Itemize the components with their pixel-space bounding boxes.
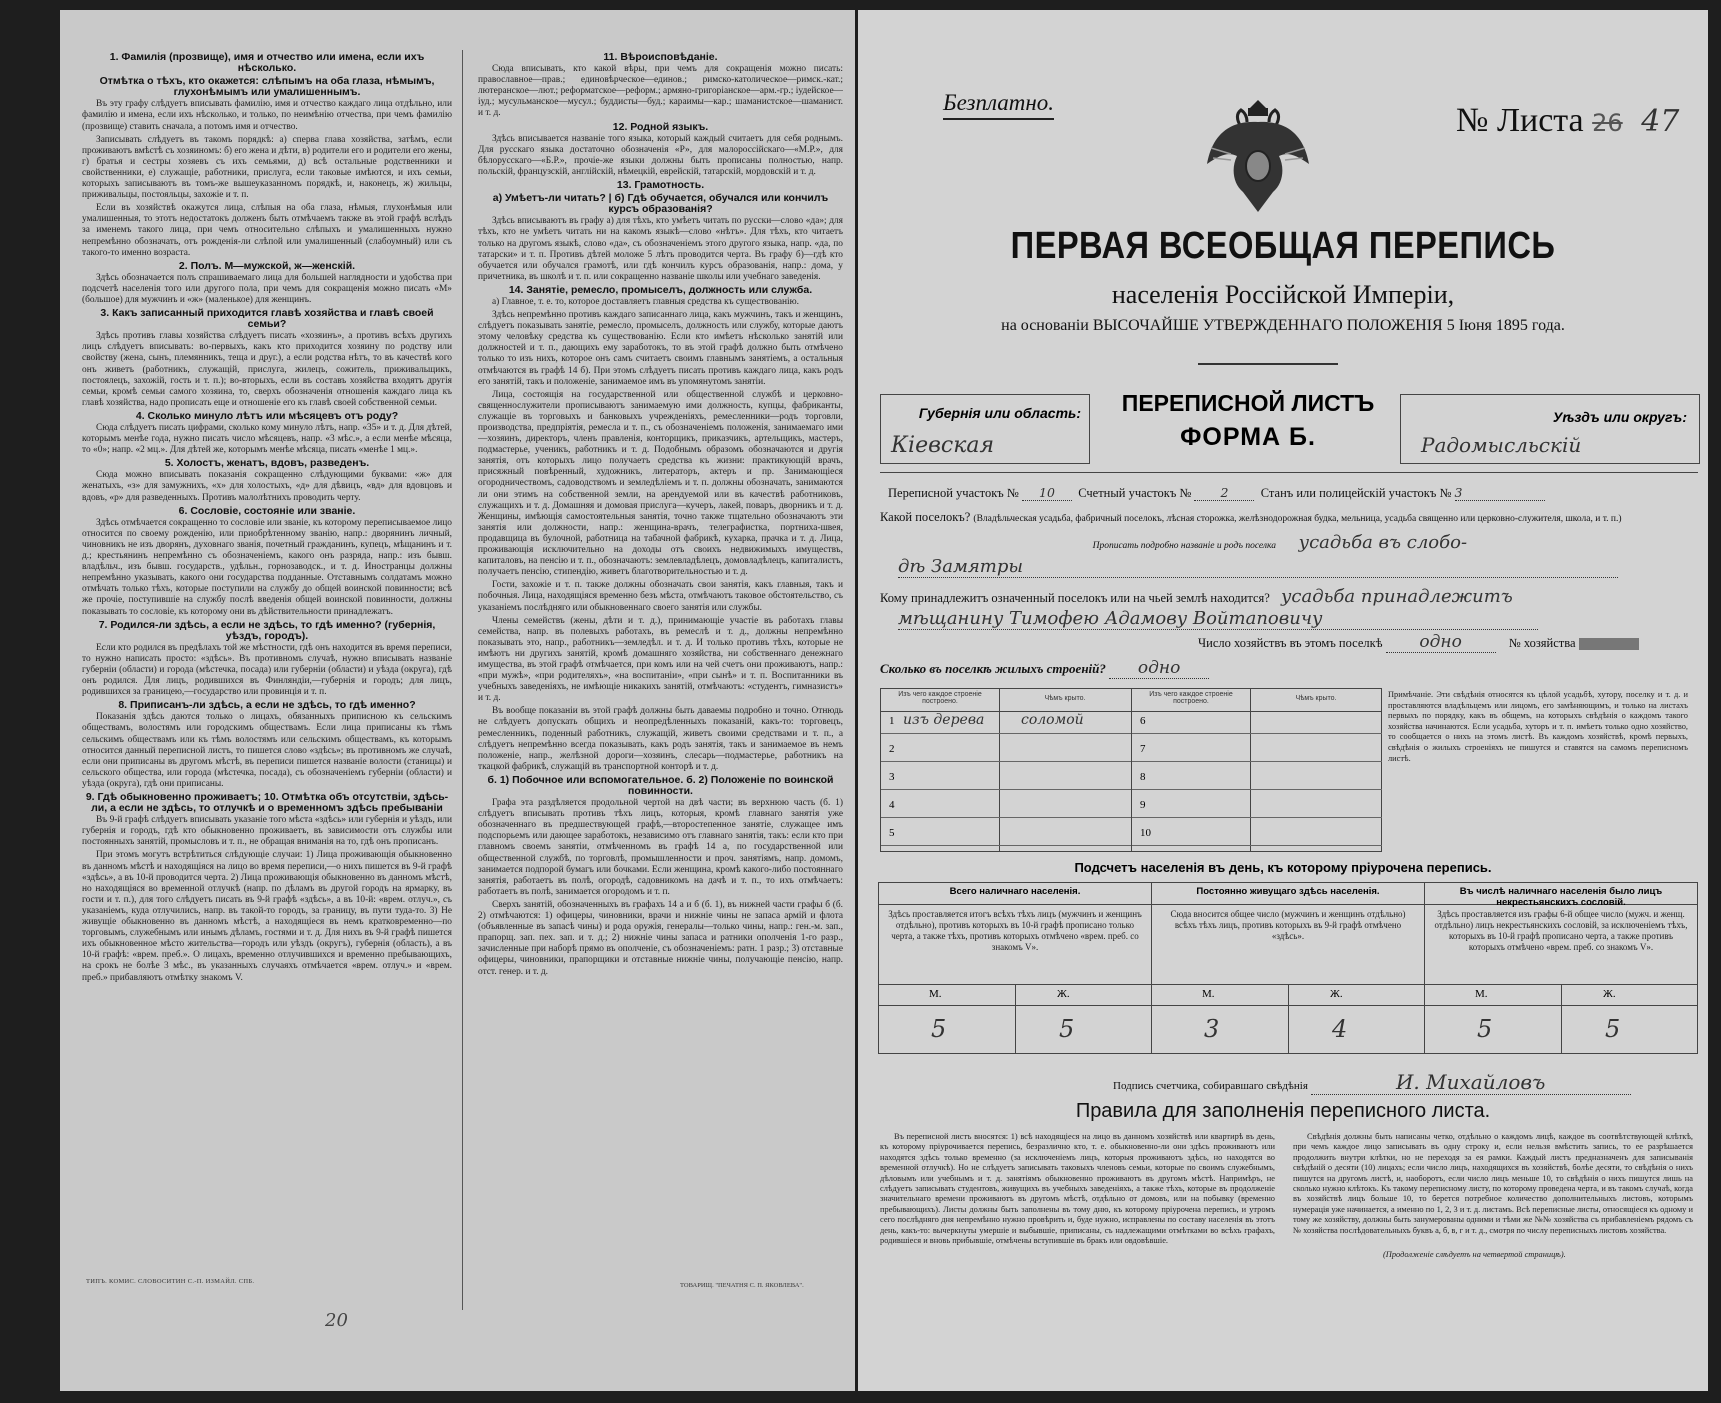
settlement-value-2: дѣ Замятры — [898, 556, 1618, 578]
building-row — [881, 795, 1131, 818]
buildings-table-right — [1131, 689, 1382, 851]
form-title-block — [1088, 382, 1408, 452]
owner-value-1: усадьба принадлежитъ — [1280, 586, 1513, 607]
instruction-paragraph: Если въ хозяйствѣ окажутся лица, слѣпыя на оба глаза, нѣмыя, глухонѣмыя или умалишенныя, то этотъ недостатокъ долженъ быть отмѣчаемъ также въ этой графѣ вслѣдъ за именемъ такого лица, при чемъ относительно слѣпыхъ и умалишенныхъ нужно непремѣнно обозначать, отъ рожденія-ли слѣпой или умалишенный (слабоумный) или съ такого-то именно возраста. — [82, 203, 452, 258]
owner-value-line — [898, 608, 1538, 630]
instruction-paragraph: При этомъ могутъ встрѣтиться слѣдующіе случаи: 1) Лица проживающія обыкновенно въ данномъ мѣстѣ и находящіяся на лицо во время переписи,—о нихъ пишется въ 9-й графѣ «здѣсь», а въ 10-й проводится черта. 2) Лица проживающія обыкновенно въ данномъ мѣстѣ, но находящіяся во временной отлучкѣ (напр. по дѣламъ въ другой городъ на ярмарку, въ гости и т. п.), для того слѣдуетъ писать въ 9-й графѣ «здѣсь», а въ 10-й: «врем. отлуч.», съ указаніемъ, куда отлучились, напр. въ такой-то городъ, за границу, въ пути туда-то. 3) Не живущіе обыкновенно въ данномъ мѣстѣ, а находящіеся въ немъ кратковременно—по торговымъ, служебнымъ или инымъ дѣламъ, гостями и т. д. Для нихъ въ 9-й графѣ пишется ихъ обыкновенное мѣсто жительства—городъ или уѣздъ (округъ), губернія (область), а въ 10-й графѣ: «врем. преб.». О лицахъ, временно отлучившихся и временно пребывающихъ, на срокъ не болѣе 3 мѣс., въ указанныхъ случаяхъ отмѣчается «врем. отлуч.» и «врем. преб.» прибавляютъ отмѣтку знакомъ V. — [82, 850, 452, 983]
province-value: Кіевская — [891, 433, 995, 458]
instruction-heading: 1. Фамилія (прозвище), имя и отчество или имена, если ихъ нѣсколько. — [109, 51, 425, 75]
census-section-value: 10 — [1022, 485, 1072, 501]
households-line — [1198, 632, 1639, 653]
settlement-line-2 — [880, 532, 1467, 553]
population-column-header: Постоянно живущаго здѣсь населенія. — [1152, 883, 1424, 905]
population-column — [1424, 883, 1697, 1053]
male-label: М. — [1202, 988, 1215, 1000]
buildings-table-header-2 — [1132, 689, 1382, 712]
printer-imprint-right: ТОВАРИЩ. "ПЕЧАТНЯ С. П. ЯКОВЛЕВА". — [680, 1282, 804, 1289]
female-count: 5 — [1059, 1015, 1075, 1043]
rules-left-text: Въ переписной листъ вносятся: 1) всѣ находящіеся на лицо въ данномъ хозяйствѣ или квартирѣ въ день, къ которому пріурочивается перепись, безразлично кто, т. е. обыкновенно-ли они здѣсь проживаютъ или находятся здѣсь только временно (за исключеніемъ лицъ, которыя проживаютъ здѣсь, но находятся во временной отлучкѣ). Но не слѣдуетъ записывать таковыхъ членовъ семьи, которые по своимъ служебнымъ, дѣловымъ или учебнымъ и т. д. занятіямъ обыкновенно проживаютъ въ другомъ мѣстѣ. Напримѣръ, не слѣдуетъ записывать студентовъ, живущихъ въ учебныхъ заведеніяхъ, а также тѣхъ, которые въ продолженіе значительнаго времени проживаютъ въ другомъ мѣстѣ, отдѣльно от домовъ, или на побывку (временно пребывающихъ). Листы должны быть заполнены въ тому дню, къ которому пріурочена перепись, и утромъ сего послѣдняго дня непремѣнно нужно провѣрить и, буде нужно, исправлены по составу населенія въ этотъ день, какъ-то: вычеркнуты умершіе и выбывшіе, приписаны, съ надлежащими отмѣтками во всѣхъ графахъ, родившіеся и вновь прибывшіе, отмѣчены вступившіе въ бракъ или овдовѣвшіе. — [880, 1132, 1275, 1246]
instruction-paragraph: Въ эту графу слѣдуетъ вписывать фамилію, имя и отчество каждаго лица отдѣльно, или фамилію и имена, если ихъ нѣсколько, и только, по неимѣнію отчества, при чемъ фамилію (прозвище) ставить сначала, а потомъ имя и отчество. — [82, 99, 452, 132]
instruction-heading: 2. Полъ. М—мужской, ж—женскій. — [178, 259, 356, 272]
census-basis: на основаніи ВЫСОЧАЙШЕ УТВЕРЖДЕННАГО ПОЛОЖЕНІЯ 5 Іюня 1895 года. — [1001, 317, 1565, 334]
instruction-heading: 6. Сословіе, состояніе или званіе. — [178, 504, 356, 517]
building-row — [1132, 739, 1382, 762]
rules-continuation: (Продолженіе слѣдуетъ на четвертой страницѣ). — [1383, 1250, 1566, 1260]
household-number-label: № хозяйства — [1508, 636, 1576, 650]
sheet-number-label: № Листа — [1456, 102, 1584, 139]
instruction-heading: 11. Вѣроисповѣданіе. — [603, 51, 718, 63]
enumerator-signature-line — [1113, 1070, 1631, 1095]
instruction-heading: 9. Гдѣ обыкновенно проживаетъ; 10. Отмѣтка объ отсутствіи, здѣсь-ли, а если не здѣсь, то отлучкѣ и о временномъ здѣсь пребываніи — [85, 791, 449, 815]
district-box — [1400, 394, 1700, 464]
buildings-material-header-2: Изъ чего каждое строеніе построено. — [1149, 691, 1233, 705]
instruction-paragraph: Въ 9-й графѣ слѣдуетъ вписывать указаніе того мѣста «здѣсь» или губернія и уѣздъ, или губернія и городъ, гдѣ кто обыкновенно проживаетъ, въ зависимости отъ службы или постоянныхъ занятій, промысловъ и т. п., не обращая вниманія на то, гдѣ онъ прописанъ. — [82, 815, 452, 848]
population-column — [1151, 883, 1424, 1053]
instruction-heading: 14. Занятіе, ремесло, промыселъ, должность или служба. — [508, 283, 813, 296]
free-label: Безплатно. — [943, 90, 1054, 120]
building-row — [1132, 767, 1382, 790]
instruction-paragraph: Въ вообще показаніи въ этой графѣ должны быть даваемы подробно и точно. Отнюдь не слѣдуетъ допускать общихъ и неопредѣленныхъ показаній, какъ-то: торговецъ, ремесленникъ, поденный работникъ, служащій, живетъ своими средствами и т. п., а слѣдуетъ непремѣнно всегда показывать, какъ родъ занятія, такъ и занимаемое въ немъ положеніе, напр., желѣзной дороги—хозяинъ, слесарь—подмастерье, работникъ на ткацкой фабрикѣ, служащій въ транспортной конторѣ и т. д. — [478, 706, 843, 772]
building-row — [1132, 823, 1382, 846]
population-column-description: Здѣсь проставляется изъ графы 6-й общее число (мужч. и женщ. отдѣльно) лицъ некрестьянскихъ сословій, за исключеніемъ тѣхъ, которыхъ въ 10-й графѣ прописано черта, а также противъ которыхъ отмѣчено «врем. преб. со знакомъ V». — [1425, 905, 1697, 985]
form-subtitle: ФОРМА Б. — [1180, 423, 1316, 451]
rules-right-body: Свѣдѣнія должны быть написаны четко, отдѣльно о каждомъ лицѣ, каждое въ соотвѣтствующей клѣткѣ, при чемъ каждое лицо записывать въ одну строку и, если нельзя вмѣстить запись, то ее разрѣшается продолжить внутри клѣтки, но не переходя за ея рамки. Каждый листъ предназначенъ для записыванія свѣдѣній о десяти (10) лицахъ; если число лицъ, находящихся въ хозяйствѣ, болѣе десяти, то свѣдѣнія о нихъ пишутся на другомъ листѣ, и, наоборотъ, если число лицъ меньше 10, то свѣдѣнія о нихъ пишутся лишь на сколько нужно клѣтокъ. Къ такому переписному листу, по которому проведена черта, и въ такомъ случаѣ, когда въ хозяйствѣ лицъ больше 10, то берется потребное количество дополнительныхъ листовъ, которымъ нумерація уже начинается, а именно по 1, 2, 3 и т. д. листамъ. Всѣ переписные листы, относящіеся къ одному и тому же хозяйству, должны быть занумерованы одними и тѣми же №№ хозяйства съ прибавленіемъ рядомъ съ № хозяйства послѣдовательныхъ буквъ а, б, в, г и т. д., смотря по числу переписныхъ листовъ хозяйства. — [1293, 1132, 1693, 1235]
instruction-heading: 7. Родился-ли здѣсь, а если не здѣсь, то гдѣ именно? (губернія, уѣздъ, городъ). — [98, 618, 436, 642]
settlement-label: Какой поселокъ? — [880, 510, 971, 524]
settlement-line — [880, 510, 1622, 525]
buildings-roof-header-2: Чѣмъ крыто. — [1295, 695, 1337, 702]
sheet-number — [1456, 102, 1679, 140]
buildings-roof-header: Чѣмъ крыто. — [1044, 695, 1086, 702]
buildings-table — [880, 688, 1382, 852]
instruction-paragraph: а) Главное, т. е. то, которое доставляетъ главныя средства къ существованію. — [492, 296, 799, 307]
instruction-paragraph: Показанія здѣсь даются только о лицахъ, обязанныхъ приписною къ сельскимъ обществамъ, волостямъ или городскимъ обществамъ. Если лица приписаны къ тѣмъ сельскимъ обществамъ или къ тѣмъ волостямъ или сельскимъ обществамъ, къ которымъ относится данный переписной листъ, то пишется слово «здѣсь»; въ противномъ же случаѣ, если они приписаны въ другомъ мѣстѣ, въ переписи пишется названіе волости (станицы) и сельского общества, или города (мѣстечка, посада), съ обозначеніемъ губерніи (области) и уѣзда (округа), гдѣ они приписаны. — [82, 712, 452, 789]
male-count: 5 — [1477, 1015, 1493, 1043]
building-row — [881, 823, 1131, 846]
instruction-paragraph: Сверхъ занятій, обозначенныхъ въ графахъ 14 а и б (б. 1), въ нижней части графы б (б. 2) отмѣчаются: 1) офицеры, чиновники, врачи и нижніе чины не запаса армій и флота (объявленные въ запасѣ чины) и рода оружія, генералы—только чины, напр.: ген.-м. зап., прапорщ. зап. пех. зап. и т. д.; 2) нижніе чины запаса и ратники ополченія 1-го разр., зачисленные при наборѣ прямо въ ополченіе, съ обозначеніемъ: ратн. 1 разр.; 3) отставные офицеры, чиновники, прапорщики и отставные нижніе чины, получающіе пенсію, напр. отст. генер. и т. д. — [478, 899, 843, 977]
owner-label: Кому принадлежитъ означенный поселокъ или на чьей землѣ находится? — [880, 591, 1270, 605]
province-box — [880, 394, 1090, 464]
instruction-paragraph: Записывать слѣдуетъ въ такомъ порядкѣ: а) сперва глава хозяйства, затѣмъ, если проживаютъ вмѣстѣ съ хозяиномъ: б) его жена и дѣти, в) родители его и родители его жены, г) братья и сестры хозяевъ съ ихъ семьями, д) всѣ остальные родственники и свойственники, е) служащіе, работники, прислуга, если таковые имѣются, и ихъ семьи, которыхъ записываютъ въ томъ-же вышеуказанномъ порядкѣ, и, наконецъ, ж) жильцы, приживальцы, постояльцы, захожіе и т. п. — [82, 134, 452, 201]
instruction-paragraph: Здѣсь вписываютъ въ графу а) для тѣхъ, кто умѣетъ читать по русски—слово «да»; для тѣхъ, кто не умѣетъ читать ни на какомъ языкѣ—слово «нѣтъ». Для тѣхъ, кто читаетъ только на другомъ языкѣ, слово «да», съ обозначеніемъ этого другого языка, напр. «да, по татарски» и т. п. Противъ дѣтей моложе 5 лѣтъ проводится черта. Въ графу б)—гдѣ кто обучается или обучался грамотѣ, или гдѣ кончилъ курсъ образованія, напр.: дома, у причетника, въ школѣ и т. п. или сокращенно названіе школы или учебнаго заведенія. — [478, 216, 843, 282]
building-row — [881, 739, 1131, 762]
settlement-hint: (Владѣльческая усадьба, фабричный поселокъ, лѣсная сторожка, желѣзнодорожная будка, мельница, усадьба священно или церковно-служителя, школа, и т. п.) — [973, 514, 1622, 524]
building-row — [1132, 795, 1382, 818]
title-rule — [1198, 363, 1338, 365]
instruction-paragraph: Члены семействъ (жены, дѣти и т. д.), принимающіе участіе въ работахъ главы семейства, напр. въ полевыхъ работахъ, въ ремеслѣ и т. д., должны непремѣнно показывать это, напр., работникъ—земледѣл. и т. д. И только противъ тѣхъ, которые не имѣютъ ни другихъ занятій, кромѣ домашняго хозяйства, ни собственнаго денежнаго имущества, въ этой графѣ отмѣчается, при комъ или на чей счетъ они проживаютъ, напр.: «при мужѣ», «при родителяхъ», «на воспитаніи», «при сынѣ» и т. п. Воспитанники въ учебныхъ заведеніяхъ, не имѣющіе никакихъ занятій, отмѣчаютъ: «студентъ, гимназистъ» и т. д. — [478, 615, 843, 704]
male-count: 5 — [931, 1015, 947, 1043]
building-row — [1132, 711, 1382, 734]
building-row-number: 8 — [1140, 771, 1146, 783]
instruction-heading: 4. Сколько минуло лѣтъ или мѣсяцевъ отъ роду? — [135, 409, 399, 422]
population-count-title: Подсчетъ населенія въ день, къ которому пріурочена перепись. — [1074, 860, 1492, 875]
instruction-paragraph: Здѣсь отмѣчается сокращенно то сословіе или званіе, къ которому переписываемое лицо относится по своему рожденію, или приобрѣтенному званію, напр.: дворянинъ личный, чиновникъ не изъ дворянъ, духовнаго званія, почетный гражданинъ, купецъ, мѣщанинъ и т. д.; крестьянинъ непремѣнно съ обозначеніемъ, какого онъ разряда, напр.: изъ бывш. владѣльч., изъ бывш. государств., удѣльн., горнозаводск., и т. д. Иностранцы должны непремѣнно указывать, какого они государства подданные. Отставнымъ солдатамъ можно отмѣчать только тѣхъ, которые поступили на службу до общей воинской повинности; всѣ же прочіе, поступившіе на службу послѣ введенія общей воинской повинности, должны показывать то сословіе, къ которому они въ дѣйствительности принадлежатъ. — [82, 517, 452, 617]
instruction-heading: Отмѣтка о тѣхъ, кто окажется: слѣпымъ на оба глаза, нѣмымъ, глухонѣмымъ или умалишеннымъ. — [99, 75, 435, 99]
buildings-material-header: Изъ чего каждое строеніе построено. — [898, 691, 982, 705]
building-material: изъ дерева — [903, 712, 985, 728]
male-count: 3 — [1204, 1015, 1220, 1043]
population-count-table — [878, 882, 1698, 1054]
female-label: Ж. — [1603, 988, 1616, 1000]
form-header — [880, 382, 1698, 473]
households-label: Число хозяйствъ въ этомъ поселкѣ — [1198, 636, 1383, 650]
instruction-paragraph: Сюда вписывать, кто какой вѣры, при чемъ для сокращенія можно писать: православное—прав.; единовѣрческое—единов.; римско-католическое—римск.-кат.; лютеранское—лют.; реформатское—реформ.; армяно-григоріанское—арм.-гр.; іудейское—іуд.; мусульманское—мусул.; буддисты—буд.; караимы—кар.; шаманистское—шаманист. и т. д. — [478, 64, 843, 119]
building-row-number: 10 — [1140, 827, 1151, 839]
instruction-heading: 8. Приписанъ-ли здѣсь, а если не здѣсь, то гдѣ именно? — [118, 699, 416, 712]
instructions-column-left — [82, 50, 452, 1290]
building-row-number: 6 — [1140, 715, 1146, 727]
census-section-label: Переписной участокъ № — [888, 486, 1019, 500]
population-column-description: Сюда вносится общее число (мужчинъ и женщинъ отдѣльно) всѣхъ тѣхъ лицъ, противъ которыхъ въ 9-й графѣ отмѣчено «здѣсь». — [1152, 905, 1424, 985]
settlement-value-1: усадьба въ слобо- — [1298, 532, 1468, 553]
buildings-table-header — [881, 689, 1131, 712]
handwritten-page-mark: 20 — [325, 1310, 348, 1331]
count-section-label: Счетный участокъ № — [1078, 486, 1192, 500]
column-divider — [462, 50, 463, 1310]
right-page-census-form — [858, 10, 1708, 1391]
double-headed-eagle-emblem-icon — [1203, 92, 1313, 222]
instruction-paragraph: Лица, состоящія на государственной или общественной службѣ и церковно-священнослужители прописываютъ занимаемую ими должность, купцы, фабриканты, служащіе въ торговыхъ и банковыхъ учрежденіяхъ, ремесленники—родъ торговли, производства, предпріятія, ремесла и т. п., съ обозначеніемъ положенія, занимаемаго ими—хозяинъ, директоръ, членъ правленія, конторщикъ, приказчикъ, артельщикъ, мастеръ, подмастерье, ученикъ, работникъ и т. д. Подобнымъ образомъ обозначаются и другія занятія, отъ которыхъ лицо получаетъ средства къ жизни: практикующій врачъ, присяжный повѣренный, художникъ, литераторъ, актеръ и пр. Занимающіеся огородничествомъ, садоводствомъ и земледѣліемъ и т. п. должны обозначать, занимаются ли они этимъ на собственной земли, на арендуемой или въ качествѣ работниковъ, служащихъ и т. д. Домашняя и домовая прислуга—кучеръ, лакей, поваръ, дворникъ и т. д. Женщины, имѣющія самостоятельныя занятія, точно также тщательно обозначаютъ эти занятія или должности, напр.: женщина-врачъ, телеграфистка, портниха-швея, продавщица въ булочной, работница на табачной фабрикѣ, кухарка, прачка и т. д. Лица, проживающія исключительно на доходы отъ своихъ недвижимыхъ имуществъ, капиталовъ, на пенсію и т. п., обозначаютъ: землевладѣлецъ, домовладѣлецъ, капиталистъ, получаетъ пенсію, стипендію, живетъ благотворительностью и т. д. — [478, 389, 843, 578]
building-row — [881, 767, 1131, 790]
building-row-number: 4 — [889, 799, 895, 811]
instruction-paragraph: Если кто родился въ предѣлахъ той же мѣстности, гдѣ онъ находится въ время переписи, то нужно написать просто: «здѣсь». Въ противномъ случаѣ, нужно вписывать названіе губерніи (области) и города (мѣстечка, посада) или губерніи (области) и уѣзда (округа), гдѣ онъ родился. Для лицъ, родившихся въ Финляндіи,—губернія и городъ; для лицъ, родившихся за границею,—государство или провинція и т. п. — [82, 642, 452, 698]
building-roof: соломой — [1021, 712, 1084, 728]
population-column-header: Въ числѣ наличнаго населенія было лицъ некрестьянскихъ сословій. — [1425, 883, 1697, 905]
population-column-description: Здѣсь проставляется итогъ всѣхъ тѣхъ лицъ (мужчинъ и женщинъ отдѣльно), противъ которыхъ въ 10-й графѣ прописано только черта, а также тѣхъ, противъ которыхъ отмѣчено «врем. преб. со знакомъ V». — [879, 905, 1151, 985]
instruction-paragraph: Гости, захожіе и т. п. также должны обозначать свои занятія, какъ главныя, такъ и побочныя. Лица, находящіяся временно безъ мѣста, отмѣчаютъ таковое обстоятельство, съ указаніемъ послѣдняго или обыкновеннаго своего занятія или службы. — [478, 580, 843, 613]
instruction-heading: б. 1) Побочное или вспомогательное. б. 2) Положеніе по воинской повинности. — [487, 773, 834, 797]
male-label: М. — [1475, 988, 1488, 1000]
district-label: Уѣздъ или округъ: — [1552, 409, 1687, 425]
police-section-label: Станъ или полицейскій участокъ № — [1260, 486, 1452, 500]
owner-value-2: мѣщанину Тимофею Адамову Войтаповичу — [898, 608, 1538, 630]
building-row-number: 9 — [1140, 799, 1146, 811]
population-column-header: Всего наличнаго населенія. — [879, 883, 1151, 905]
sheet-number-handwritten: 47 — [1641, 104, 1680, 139]
buildings-value: одно — [1109, 658, 1209, 679]
instruction-paragraph: Сюда слѣдуетъ писать цифрами, сколько кому минуло лѣтъ, напр. «35» и т. д. Для дѣтей, которымъ менѣе года, нужно писать число мѣсяцевъ, напр. «3 мѣс.», а если менѣе мѣсяца, то «0»; напр. «2 мц.». Для дѣтей же, которымъ менѣе мѣсяца, писать «менѣе 1 мц.». — [82, 423, 452, 456]
population-column — [879, 883, 1151, 1053]
buildings-table-left — [881, 689, 1131, 851]
building-row-number: 7 — [1140, 743, 1146, 755]
building-row-number: 3 — [889, 771, 895, 783]
count-section-value: 2 — [1194, 485, 1254, 501]
signature-value: И. Михайловъ — [1311, 1070, 1631, 1095]
rules-title: Правила для заполненія переписного листа. — [1075, 1100, 1491, 1122]
instruction-paragraph: Здѣсь непремѣнно противъ каждаго записаннаго лица, какъ мужчинъ, такъ и женщинъ, слѣдуетъ показывать занятіе, ремесло, промыселъ, должность или службу, которые даютъ этому человѣку средства къ существованію. Если кто имѣетъ нѣсколько занятій или должностей и т. п., дающихъ ему заработокъ, то въ этой графѣ должно быть отмѣчено только то изъ нихъ, которое онъ самъ считаетъ своимъ главнымъ занятіемъ, а остальныя отмѣчаются въ графѣ 14 б). При этомъ слѣдуетъ писать противъ каждаго лица, какъ родъ его занятій, такъ и положеніе, занимаемое имъ въ упомянутомъ занятіи. — [478, 310, 843, 387]
instruction-heading: 5. Холостъ, женатъ, вдовъ, разведенъ. — [164, 457, 370, 470]
instruction-heading: 13. Грамотность. — [616, 179, 705, 192]
building-row — [881, 711, 1131, 734]
female-count: 5 — [1605, 1015, 1621, 1043]
female-label: Ж. — [1057, 988, 1070, 1000]
household-number-redacted — [1579, 638, 1639, 650]
census-title: ПЕРВАЯ ВСЕОБЩАЯ ПЕРЕПИСЬ — [1010, 225, 1556, 267]
rules-right-text — [1293, 1132, 1693, 1260]
households-value: одно — [1386, 632, 1496, 653]
left-page-instructions — [60, 10, 855, 1391]
printer-imprint-left: ТИПЪ. КОМИС. СЛОВОСИТИН С.-П. ИЗМАЙЛ. СПБ. — [86, 1278, 255, 1285]
census-section-line — [888, 485, 1545, 501]
building-row-number: 5 — [889, 827, 895, 839]
female-label: Ж. — [1330, 988, 1343, 1000]
police-section-value: 3 — [1455, 485, 1545, 501]
instruction-heading: 12. Родной языкъ. — [612, 120, 709, 133]
building-row-number: 2 — [889, 743, 895, 755]
signature-label: Подпись счетчика, собиравшаго свѣдѣнія — [1113, 1080, 1308, 1092]
instruction-paragraph: Здѣсь противъ главы хозяйства слѣдуетъ писать «хозяинъ», а противъ всѣхъ другихъ лицъ слѣдуетъ вписывать: во-первыхъ, какъ кто приходится хозяину по родству или свойству (жена, сынъ, племянникъ, теща и друг.), а если родства нѣтъ, то въ качествѣ кого онъ живетъ (работникъ, служащій, прислуга, жилецъ, сожитель, приживальщикъ, постоялецъ, захожій, гость и т. п.); во-вторыхъ, если въ составъ хозяйства входятъ другія семьи, кромѣ семьи самого хозяина, то, сверхъ обозначенія отношенія каждаго лица къ главѣ хозяйства, надо прописать еще и отношеніе его къ главѣ своей собственной семьи. — [82, 331, 452, 408]
district-value: Радомысльскій — [1421, 433, 1582, 457]
buildings-note: Примѣчаніе. Эти свѣдѣнія относятся къ цѣлой усадьбѣ, хутору, поселку и т. д. и проставляются владѣльцемъ или лицомъ, его замѣняющимъ, и только на листахъ первыхъ по порядку, какъ въ общемъ, на которыхъ свѣдѣнія о каждомъ такого хозяйства начинаются. Если усадьба, хуторъ и т. п. имѣетъ только одно хозяйство, то сообщается о нихъ на этомъ листѣ. Въ каждомъ хозяйствѣ, кромѣ первыхъ, свѣдѣнія о жилыхъ строеніяхъ не пишутся и ставятся на самомъ переписномъ листѣ. — [1388, 690, 1688, 763]
settlement-value-line — [898, 556, 1618, 578]
instruction-paragraph: Графа эта раздѣляется продольной чертой на двѣ части; въ верхнюю часть (б. 1) слѣдуетъ вписывать противъ тѣхъ лицъ, которыя, кромѣ главнаго занятія уже обозначеннаго въ предшествующей графѣ,—второстепенное занятіе, служащее имъ подспорьемъ или дающее заработокъ, независимо отъ главнаго занятія, такъ: если кто при главномъ своемъ занятіи, отмѣченномъ въ графѣ 14 а, по государственной или общественной службѣ, по торговлѣ, промышленности и проч. занятіямъ, напр. домомъ, занимается подпорой бумагъ или бочками. Если женщина, кромѣ какого-либо постояннаго занятія, работаетъ въ полѣ, огородѣ, садовникомъ на дачѣ и т. п., то ихъ отмѣчаетъ: работаетъ въ полѣ, занимается огородомъ и т. п. — [478, 798, 843, 897]
instruction-heading: 3. Какъ записанный приходится главѣ хозяйства и главѣ своей семьи? — [100, 307, 434, 331]
province-label: Губернія или область: — [918, 405, 1081, 421]
instruction-heading: а) Умѣетъ-ли читать? | б) Гдѣ обучается, обучался или кончилъ курсъ образованія? — [492, 192, 829, 216]
male-label: М. — [929, 988, 942, 1000]
form-title: ПЕРЕПИСНОЙ ЛИСТЪ — [1121, 390, 1375, 416]
buildings-line — [880, 658, 1209, 679]
instructions-column-right — [478, 50, 843, 1290]
female-count: 4 — [1332, 1015, 1348, 1043]
buildings-label: Сколько въ поселкѣ жилыхъ строеній? — [880, 661, 1106, 676]
instruction-paragraph: Здѣсь обозначается полъ спрашиваемаго лица для большей наглядности и удобства при подсчетѣ населенія того или другого пола, при чемъ для сокращенія можно писать «М» (большое) для мужчинъ и «ж» (маленькое) для женщинъ. — [82, 272, 452, 305]
instruction-paragraph: Сюда можно вписывать показанія сокращенно слѣдующими буквами: «ж» для женатыхъ, «з» для замужнихъ, «х» для холостыхъ, «д» для дѣвицъ, «вд» для вдовцовъ и вдовъ, «р» для разведенныхъ. Противъ малолѣтнихъ проводить черту. — [82, 470, 452, 503]
sheet-number-crossed: 26 — [1592, 109, 1623, 137]
settlement-hint-2: Прописать подробно названіе и родъ поселка — [1092, 541, 1277, 551]
census-subtitle: населенія Россійской Имперіи, — [1111, 280, 1455, 309]
building-row-number: 1 — [889, 715, 895, 727]
instruction-paragraph: Здѣсь вписывается названіе того языка, который каждый считаетъ для себя роднымъ. Для русскаго языка достаточно обозначенія «Р», для малороссійскаго—«М.Р.», для бѣлорусскаго—«Б.Р.», прочіе-же языки должны быть прописаны полностью, напр. польскій, французскій, англійскій, нѣмецкій, еврейскій, татарскій, мордовскій и т. д. — [478, 133, 843, 177]
owner-line — [880, 586, 1513, 607]
